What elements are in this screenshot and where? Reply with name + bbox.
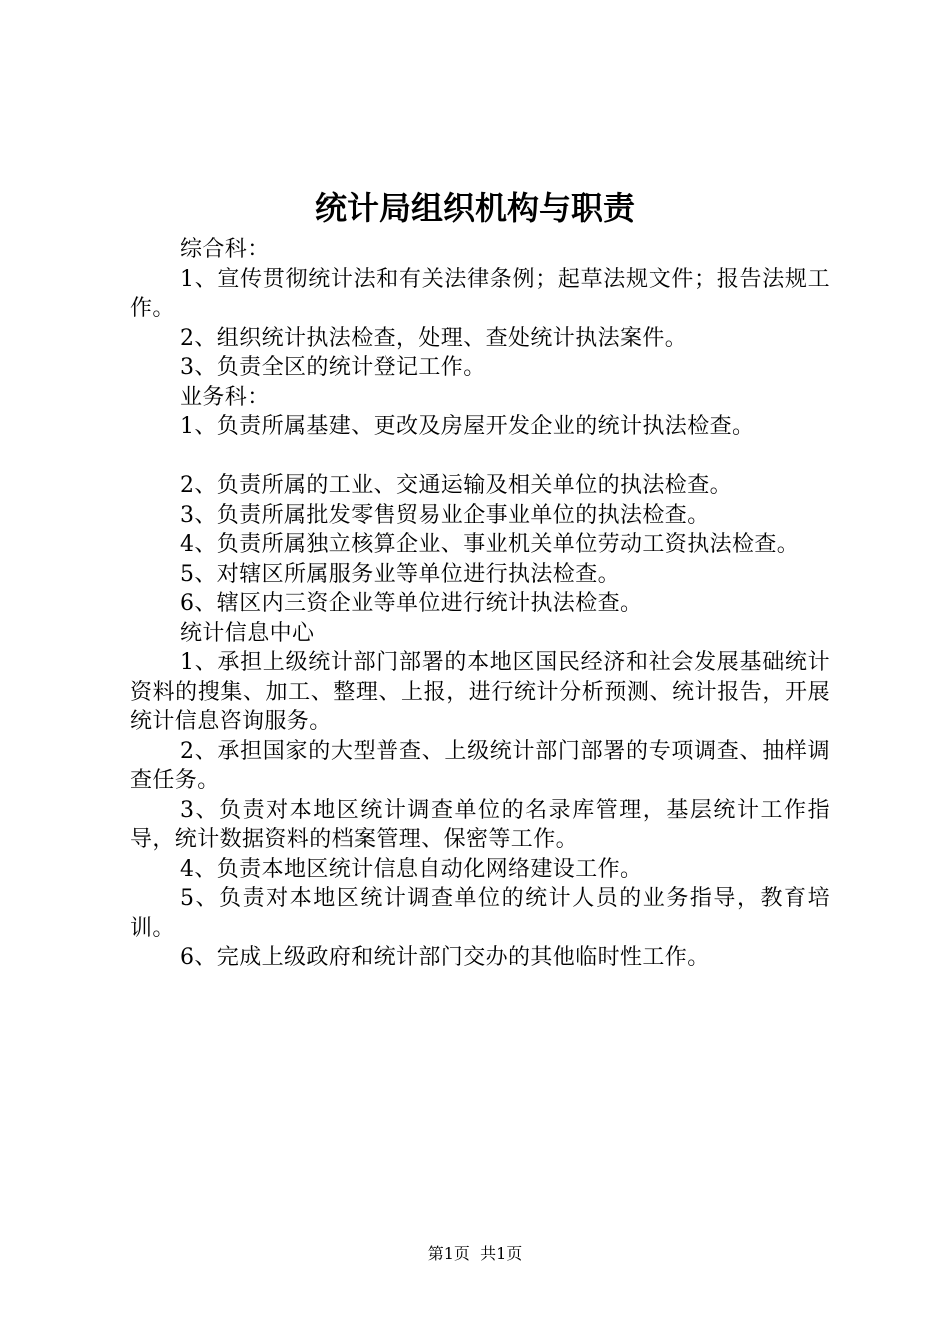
paragraph-item: 4、负责所属独立核算企业、事业机关单位劳动工资执法检查。 <box>180 532 800 557</box>
paragraph-item: 2、负责所属的工业、交通运输及相关单位的执法检查。 <box>180 473 732 498</box>
paragraph-item: 6、完成上级政府和统计部门交办的其他临时性工作。 <box>180 945 710 970</box>
section-heading-business: 业务科： <box>180 384 270 410</box>
document-body <box>130 235 830 973</box>
page-total: 共1页 <box>480 1244 523 1263</box>
paragraph-item: 1、承担上级统计部门部署的本地区国民经济和社会发展基础统计资料的搜集、加工、整理、上报，进行统计分析预测、统计报告，开展统计信息咨询服务。 <box>130 650 830 734</box>
section-heading-info-center: 统计信息中心 <box>180 620 315 646</box>
paragraph-item: 2、组织统计执法检查，处理、查处统计执法案件。 <box>180 325 688 351</box>
page-number: 第1页 <box>427 1244 470 1263</box>
paragraph-item: 6、辖区内三资企业等单位进行统计执法检查。 <box>180 591 643 616</box>
document-title: 统计局组织机构与职责 <box>314 189 635 227</box>
paragraph-item: 3、负责所属批发零售贸易业企事业单位的执法检查。 <box>180 502 710 528</box>
paragraph-item: 4、负责本地区统计信息自动化网络建设工作。 <box>180 856 643 882</box>
blank-line <box>130 442 830 472</box>
section-heading-general: 综合科： <box>180 237 270 262</box>
paragraph-item: 2、承担国家的大型普查、上级统计部门部署的专项调查、抽样调查任务。 <box>130 738 830 793</box>
page-footer <box>0 1243 950 1265</box>
paragraph-item: 3、负责对本地区统计调查单位的名录库管理，基层统计工作指导，统计数据资料的档案管理、保密等工作。 <box>130 797 830 852</box>
paragraph-item: 5、对辖区所属服务业等单位进行执法检查。 <box>180 561 620 587</box>
paragraph-item: 1、宣传贯彻统计法和有关法律条例；起草法规文件；报告法规工作。 <box>130 266 830 321</box>
paragraph-item: 3、负责全区的统计登记工作。 <box>180 355 486 380</box>
paragraph-item: 5、负责对本地区统计调查单位的统计人员的业务指导，教育培训。 <box>130 886 830 941</box>
paragraph-item: 1、负责所属基建、更改及房屋开发企业的统计执法检查。 <box>180 414 755 439</box>
